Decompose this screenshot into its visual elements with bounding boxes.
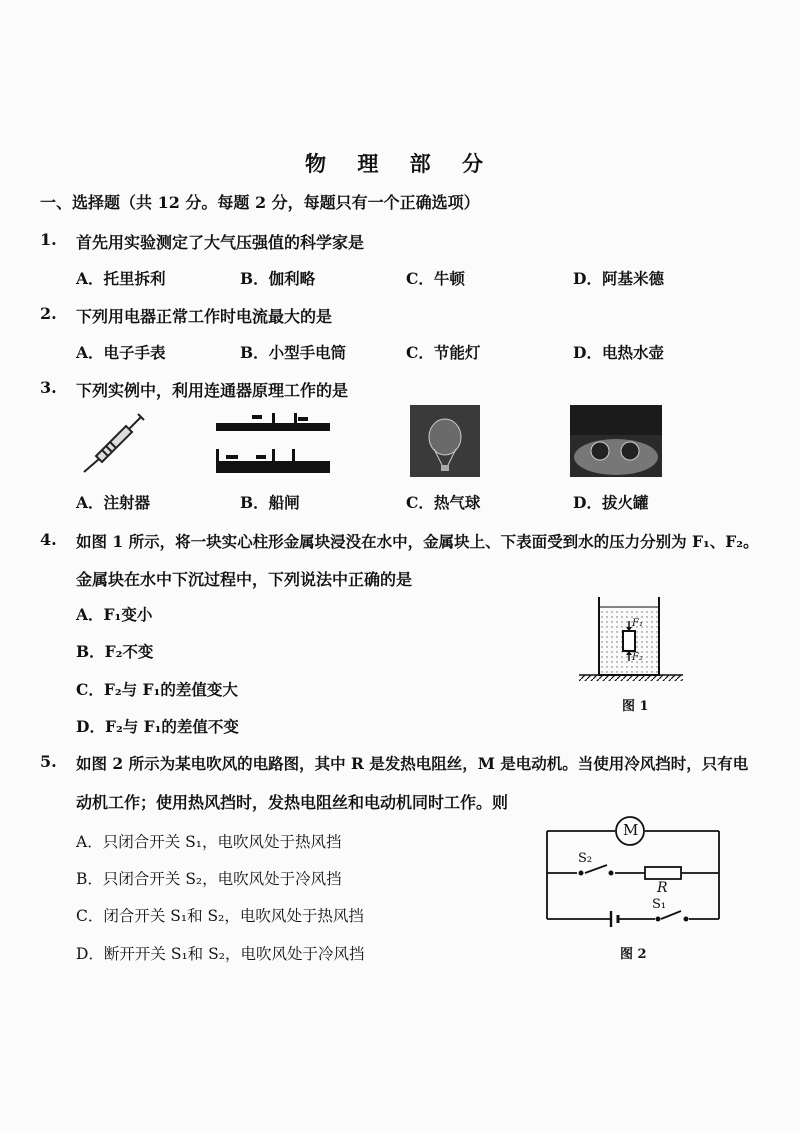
q4-line-2: 金属块在水中下沉过程中，下列说法中正确的是 [76,570,413,589]
q4-option-a: A．F₁变小 [76,605,153,624]
syringe-picture [80,410,146,474]
cupping-icon [570,405,662,477]
q3-option-c: C．热气球 [406,493,481,512]
q1-number: 1. [40,230,57,249]
q2-option-a: A．电子手表 [76,343,166,362]
q2-text: 下列用电器正常工作时电流最大的是 [76,307,333,326]
q5-option-b: B．只闭合开关 S₂，电吹风处于冷风挡 [76,870,342,888]
q2-number: 2. [40,304,57,323]
q1-option-a: A．托里拆利 [76,269,166,288]
q4-line-1: 如图 1 所示，将一块实心柱形金属块浸没在水中，金属块上、下表面受到水的压力分别为 F₁、F₂。 [76,532,759,551]
figure-1-label-f1: F₁ [632,618,643,629]
q2-option-d: D．电热水壶 [573,343,664,362]
figure-2-label-s2: S₂ [578,851,593,866]
q1-option-d: D．阿基米德 [573,269,664,288]
q4-option-b: B．F₂不变 [76,642,154,661]
figure-1-label-f2: F₂ [632,652,643,663]
q1-option-c: C．牛顿 [406,269,465,288]
q5-number: 5. [40,752,57,771]
q1-text: 首先用实验测定了大气压强值的科学家是 [76,233,365,252]
q5-option-c: C．闭合开关 S₁和 S₂，电吹风处于热风挡 [76,907,364,925]
q3-text: 下列实例中，利用连通器原理工作的是 [76,381,349,400]
q5-option-a: A．只闭合开关 S₁，电吹风处于热风挡 [76,833,342,851]
cupping-photo [570,405,662,477]
q3-option-d: D．拔火罐 [573,493,649,512]
q2-option-b: B．小型手电筒 [240,343,347,362]
figure-2-label-s1: S₁ [652,897,667,912]
balloon-icon [410,405,480,477]
figure-2-caption: 图 2 [620,947,647,962]
figure-2-motor-label: M [623,821,639,839]
figure-2-label-r: R [657,880,668,896]
figure-1-caption: 图 1 [622,699,649,714]
q3-option-b: B．船闸 [240,493,300,512]
q1-option-b: B．伽利略 [240,269,316,288]
q4-option-c: C．F₂与 F₁的差值变大 [76,680,238,699]
section-heading: 一、选择题（共 12 分。每题 2 分，每题只有一个正确选项） [40,193,480,212]
q4-number: 4. [40,530,57,549]
q5-line-1: 如图 2 所示为某电吹风的电路图，其中 R 是发热电阻丝，M 是电动机。当使用冷风挡时，只有电 [76,754,749,773]
q3-number: 3. [40,378,57,397]
q4-option-d: D．F₂与 F₁的差值不变 [76,717,239,736]
ship-lock-picture [216,405,330,475]
hot-air-balloon-photo [410,405,480,477]
q2-option-c: C．节能灯 [406,343,481,362]
q3-option-a: A．注射器 [76,493,151,512]
page-title: 物 理 部 分 [305,151,495,176]
q5-line-2: 动机工作；使用热风挡时，发热电阻丝和电动机同时工作。则 [76,793,509,812]
q5-option-d: D．断开开关 S₁和 S₂，电吹风处于冷风挡 [76,945,365,963]
figure-1-container-diagram [575,595,685,687]
